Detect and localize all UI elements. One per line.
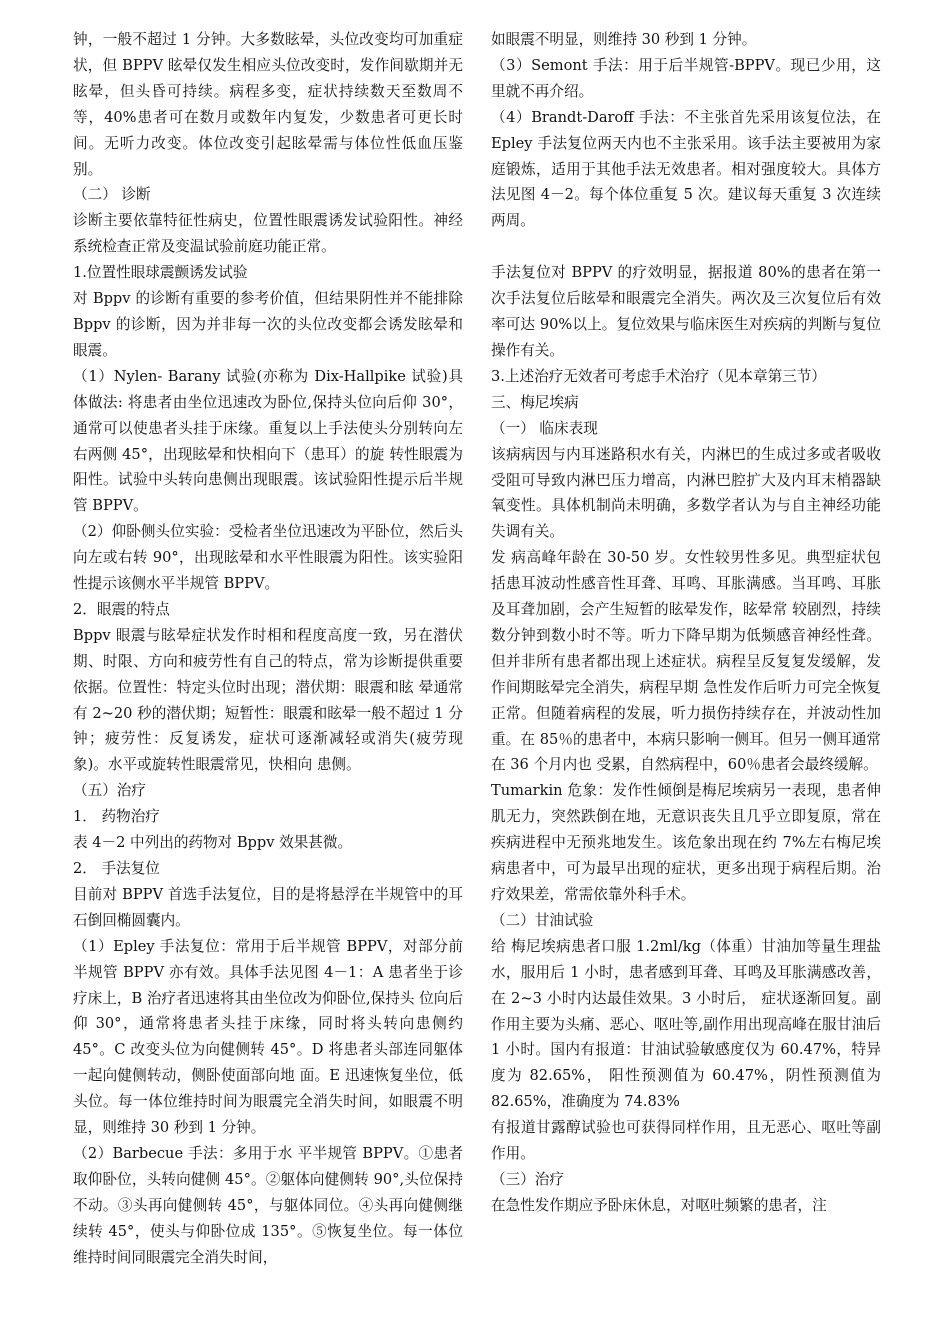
subsection-heading: 1.位置性眼球震颤诱发试验 xyxy=(73,264,248,282)
paragraph: （2）Barbecue 手法：多用于水 平半规管 BPPV。①患者取仰卧位，头转向健侧 45°。②躯体向健侧转 90°,头位保持不动。③头再向健侧转 45°，与躯体同位。④头再向健侧继续转 45°，使头与仰卧位成 135°。⑤恢复坐位。每一体位维持时间同眼震完全消失时间， xyxy=(73,1144,463,1266)
section-heading: （二） 诊断 xyxy=(73,186,151,204)
section-heading: （五）治疗 xyxy=(73,782,146,800)
subsection-heading: 2． 手法复位 xyxy=(73,860,160,877)
paragraph: （3）Semont 手法：用于后半规管-BPPV。现已少用，这里就不再介绍。 xyxy=(491,56,881,100)
paragraph: 如眼震不明显，则维持 30 秒到 1 分钟。 xyxy=(491,31,757,48)
section-heading: （二）甘油试验 xyxy=(491,911,594,929)
paragraph: （1）Nylen- Barany 试验(亦称为 Dix-Hallpike 试验)具体做法: 将患者由坐位迅速改为卧位,保持头位向后仰 30°，通常可以使患者头挂于床缘。重复以上手法使头分别转向左右两侧 45°，出现眩晕和快相向下（患耳）的旋 转性眼震为阳性。试验中头转向患侧出现眼震。该试验阳性提示后半规管 BPPV。 xyxy=(73,367,463,515)
paragraph: 对 Bppv 的诊断有重要的参考价值，但结果阴性并不能排除 Bppv 的诊断，因为并非每一次的头位改变都会诱发眩晕和眼震。 xyxy=(73,290,463,359)
section-heading: （三）治疗 xyxy=(491,1170,564,1188)
right-column xyxy=(491,27,881,1219)
left-column xyxy=(73,27,463,1271)
blank-line xyxy=(491,234,881,260)
paragraph: 该病病因与内耳迷路积水有关，内淋巴的生成过多或者吸收受阻可导致内淋巴压力增高，内淋巴腔扩大及内耳末梢器缺氧变性。具体机制尚未明确，多数学者认为与自主神经功能失调有关。 xyxy=(491,445,881,541)
paragraph: Bppv 眼震与眩晕症状发作时相和程度高度一致，另在潜伏期、时限、方向和疲劳性有自己的特点，常为诊断提供重要依据。位置性：特定头位时出现；潜伏期：眼震和眩 晕通常有 2~20 秒的潜伏期；短暂性：眼震和眩晕一般不超过 1 分钟；疲劳性：反复诱发，症状可逐渐减轻或消失(疲劳现象)。水平或旋转性眼震常见，快相向 患侧。 xyxy=(73,626,463,774)
paragraph: 给 梅尼埃病患者口服 1.2ml/kg（体重）甘油加等量生理盐水，服用后 1 小时，患者感到耳聋、耳鸣及耳胀满感改善，在 2~3 小时内达最佳效果。3 小时后， 症状逐渐回复。副作用主要为头痛、恶心、呕吐等,副作用出现高峰在服甘油后 1 小时。国内有报道：甘油试验敏感度仅为 60.47%，特异度为 82.65%， 阳性预测值为 60.47%，阴性预测值为 82.65%，准确度为 74.83% xyxy=(491,937,881,1111)
paragraph: 手法复位对 BPPV 的疗效明显，据报道 80%的患者在第一次手法复位后眩晕和眼震完全消失。两次及三次复位后有效率可达 90%以上。复位效果与临床医生对疾病的判断与复位操作有关。 xyxy=(491,264,881,359)
subsection-heading: 1． 药物治疗 xyxy=(73,808,160,826)
section-heading: （一） 临床表现 xyxy=(491,419,598,437)
paragraph: 在急性发作期应予卧床休息，对呕吐频繁的患者，注 xyxy=(491,1196,827,1214)
subsection-heading: 3.上述治疗无效者可考虑手术治疗（见本章第三节） xyxy=(491,367,826,385)
paragraph: 发 病高峰年龄在 30-50 岁。女性较男性多见。典型症状包括患耳波动性感音性耳聋、耳鸣、耳胀满感。当耳鸣、耳胀及耳聋加剧，会产生短暂的眩晕发作，眩晕常 较剧烈，持续数分钟到数小时不等。听力下降早期为低频感音神经性聋。但并非所有患者都出现上述症状。病程呈反复复发缓解，发作间期眩晕完全消失，病程早期 急性发作后听力可完全恢复正常。但随着病程的发展，听力损伤持续存在，并波动性加重。在 85％的患者中，本病只影响一侧耳。但另一侧耳通常在 36 个月内也 受累，自然病程中，60％患者会最终缓解。 xyxy=(491,549,881,774)
paragraph: （2）仰卧侧头位实验：受检者坐位迅速改为平卧位，然后头向左或右转 90°，出现眩晕和水平性眼震为阳性。该实验阳性提示该侧水平半规管 BPPV。 xyxy=(73,523,463,593)
paragraph: 诊断主要依靠特征性病史，位置性眼震诱发试验阳性。神经系统检查正常及变温试验前庭功能正常。 xyxy=(73,212,463,256)
paragraph: （1）Epley 手法复位：常用于后半规管 BPPV，对部分前半规管 BPPV 亦有效。具体手法见图 4－1：A 患者坐于诊疗床上，B 治疗者迅速将其由坐位改为仰卧位,保持头 位向后仰 30°，通常将患者头挂于床缘，同时将头转向患侧约 45°。C 改变头位为向健侧转 45°。D 将患者头部连同躯体一起向健侧转动，侧卧使面部向地 面。E 迅速恢复坐位，低头位。每一体位维持时间为眼震完全消失时间，如眼震不明显，则维持 30 秒到 1 分钟。 xyxy=(73,937,463,1137)
subsection-heading: 2．眼震的特点 xyxy=(73,600,170,618)
paragraph: （4）Brandt-Daroff 手法：不主张首先采用该复位法，在 Epley 手法复位两天内也不主张采用。该手法主要被用为家庭锻炼，适用于其他手法无效患者。相对强度较大。具体方法见图 4－2。每个体位重复 5 次。建议每天重复 3 次连续两周。 xyxy=(491,108,881,230)
paragraph: 表 4－2 中列出的药物对 Bppv 效果甚微。 xyxy=(73,834,353,852)
paragraph: 目前对 BPPV 首选手法复位，目的是将悬浮在半规管中的耳石倒回椭圆囊内。 xyxy=(73,885,463,929)
paragraph: 有报道甘露醇试验也可获得同样作用，且无恶心、呕吐等副作用。 xyxy=(491,1119,881,1163)
paragraph: 钟，一般不超过 1 分钟。大多数眩晕，头位改变均可加重症状，但 BPPV 眩晕仅发生相应头位改变时，发作间歇期并无眩晕，但头昏可持续。病程多变，症状持续数天至数周不等，40%患者可在数月或数年内复发，少数患者可更长时间。无听力改变。体位改变引起眩晕需与体位性低血压鉴别。 xyxy=(73,31,463,178)
paragraph: Tumarkin 危象：发作性倾倒是梅尼埃病另一表现，患者伸肌无力，突然跌倒在地，无意识丧失且几乎立即复原，常在疾病进程中无预兆地发生。该危象出现在约 7%左右梅尼埃病患者中，可为最早出现的症状，更多出现于病程后期。治疗效果差，常需依靠外科手术。 xyxy=(491,782,881,903)
chapter-heading: 三、梅尼埃病 xyxy=(491,393,579,411)
